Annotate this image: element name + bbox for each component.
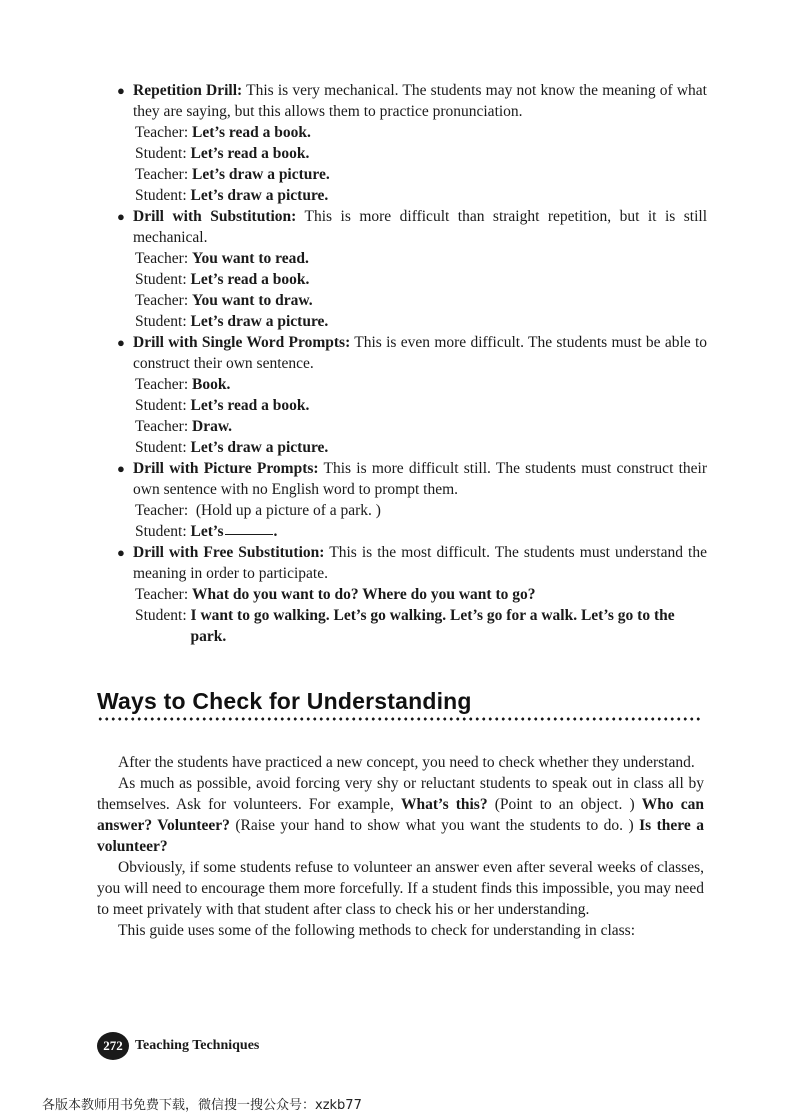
dialogue-line [117, 311, 707, 332]
speaker-text: (Hold up a picture of a park. ) [195, 502, 381, 519]
dialogue-line [117, 416, 707, 437]
drill-substitution [117, 206, 707, 332]
dialogue-line [117, 374, 707, 395]
paragraph: Obviously, if some students refuse to volunteer an answer even after several weeks of classes, you will need to encourage them more forcefully. If a student finds this impossible, you may need to meet privately with that student after class to check his or her understanding. [97, 859, 704, 918]
speaker-role: Teacher: [135, 418, 192, 435]
watermark-text: 各版本教师用书免费下载，微信搜一搜公众号：xzkb77 [42, 1098, 362, 1113]
dialogue-line [117, 122, 707, 143]
speaker-text: What do you want to do? Where do you want to go? [192, 586, 536, 603]
sentence-end: . [273, 523, 278, 540]
bullet-icon: ● [117, 461, 125, 476]
dialogue-line [117, 437, 707, 458]
speaker-role: Student: [135, 187, 191, 204]
dialogue-line [117, 395, 707, 416]
speaker-role: Teacher: [135, 376, 192, 393]
drill-heading [117, 458, 707, 500]
speaker-text: You want to draw. [192, 292, 313, 309]
example-phrase: Is there a volunteer? [97, 817, 704, 855]
dialogue-line [117, 584, 707, 605]
speaker-text: You want to read. [192, 250, 309, 267]
drill-term: Drill with Substitution: [133, 208, 297, 225]
speaker-role: Teacher: [135, 502, 196, 519]
example-phrase: Who can answer? Volunteer? [97, 796, 704, 834]
dotted-rule [97, 716, 702, 722]
drill-description: This is even more difficult. The students must be able to construct their own sentence. [133, 334, 708, 372]
drill-term: Repetition Drill: [133, 82, 243, 99]
bullet-icon: ● [117, 83, 125, 98]
example-phrase: What’s this? [400, 796, 488, 813]
speaker-role: Student: [135, 523, 191, 540]
paragraph [97, 773, 704, 857]
drill-description: This is very mechanical. The students may not know the meaning of what they are saying, but this allows them to practice pronunciation. [133, 82, 707, 120]
drill-free-substitution [117, 542, 707, 647]
speaker-role: Student: [135, 397, 191, 414]
drill-term: Drill with Free Substitution: [133, 544, 325, 561]
speaker-text: Let’s draw a picture. [190, 313, 329, 330]
drill-description: This is more difficult than straight repetition, but it is still mechanical. [133, 208, 707, 246]
speaker-role: Student: [135, 313, 191, 330]
speaker-text: Let’s read a book. [190, 271, 310, 288]
speaker-text: Let’s [190, 523, 224, 540]
fill-in-blank [225, 521, 273, 535]
dialogue-line [117, 164, 707, 185]
drill-description: This is more difficult still. The students must construct their own sentence with no English word to prompt them. [133, 460, 707, 498]
drill-heading [117, 332, 707, 374]
page-footer [97, 1032, 259, 1060]
drill-heading [117, 206, 707, 248]
running-footer-title: Teaching Techniques [135, 1038, 260, 1053]
speaker-role: Teacher: [135, 250, 192, 267]
drill-repetition [117, 80, 707, 206]
page-number: 272 [97, 1032, 129, 1060]
bullet-icon: ● [117, 209, 125, 224]
dialogue-line [117, 143, 707, 164]
speaker-text: Let’s draw a picture. [190, 439, 329, 456]
speaker-role: Teacher: [135, 166, 192, 183]
speaker-text: Let’s read a book. [190, 145, 310, 162]
dialogue-line [117, 521, 707, 542]
paragraph: After the students have practiced a new concept, you need to check whether they understand. [118, 754, 695, 771]
text-run: (Point to an object. ) [487, 796, 642, 813]
section-body [97, 752, 704, 941]
speaker-role: Teacher: [135, 292, 192, 309]
drill-term: Drill with Single Word Prompts: [133, 334, 351, 351]
speaker-role: Student: [135, 607, 191, 624]
speaker-role: Teacher: [135, 586, 192, 603]
drill-heading [117, 542, 707, 584]
drill-single-word-prompts [117, 332, 707, 458]
speaker-text: Let’s read a book. [192, 124, 311, 141]
dialogue-line [117, 269, 707, 290]
paragraph: This guide uses some of the following methods to check for understanding in class: [118, 922, 636, 939]
bullet-icon: ● [117, 335, 125, 350]
speaker-text: Let’s draw a picture. [190, 187, 329, 204]
speaker-text: Book. [192, 376, 231, 393]
text-run: As much as possible, avoid forcing very shy or reluctant students to speak out in class all by themselves. Ask for volunteers. For example, [97, 775, 704, 813]
speaker-role: Student: [135, 145, 191, 162]
speaker-text: Let’s read a book. [190, 397, 310, 414]
speaker-text: I want to go walking. Let’s go walking. Let’s go for a walk. Let’s go to the park. [190, 607, 675, 645]
speaker-role: Student: [135, 439, 191, 456]
drill-picture-prompts [117, 458, 707, 542]
speaker-role: Student: [135, 271, 191, 288]
drill-heading [117, 80, 707, 122]
dialogue-line [117, 605, 707, 647]
dialogue-line [117, 290, 707, 311]
drill-list [117, 80, 707, 647]
section-title: Ways to Check for Understanding [97, 688, 472, 714]
speaker-role: Teacher: [135, 124, 192, 141]
drill-term: Drill with Picture Prompts: [133, 460, 319, 477]
dialogue-line [117, 185, 707, 206]
text-run: (Raise your hand to show what you want the students to do. ) [229, 817, 640, 834]
speaker-text: Draw. [192, 418, 233, 435]
bullet-icon: ● [117, 545, 125, 560]
dialogue-line [117, 500, 707, 521]
speaker-text: Let’s draw a picture. [192, 166, 330, 183]
dialogue-line [117, 248, 707, 269]
drill-description: This is the most difficult. The students must understand the meaning in order to participate. [133, 544, 707, 582]
